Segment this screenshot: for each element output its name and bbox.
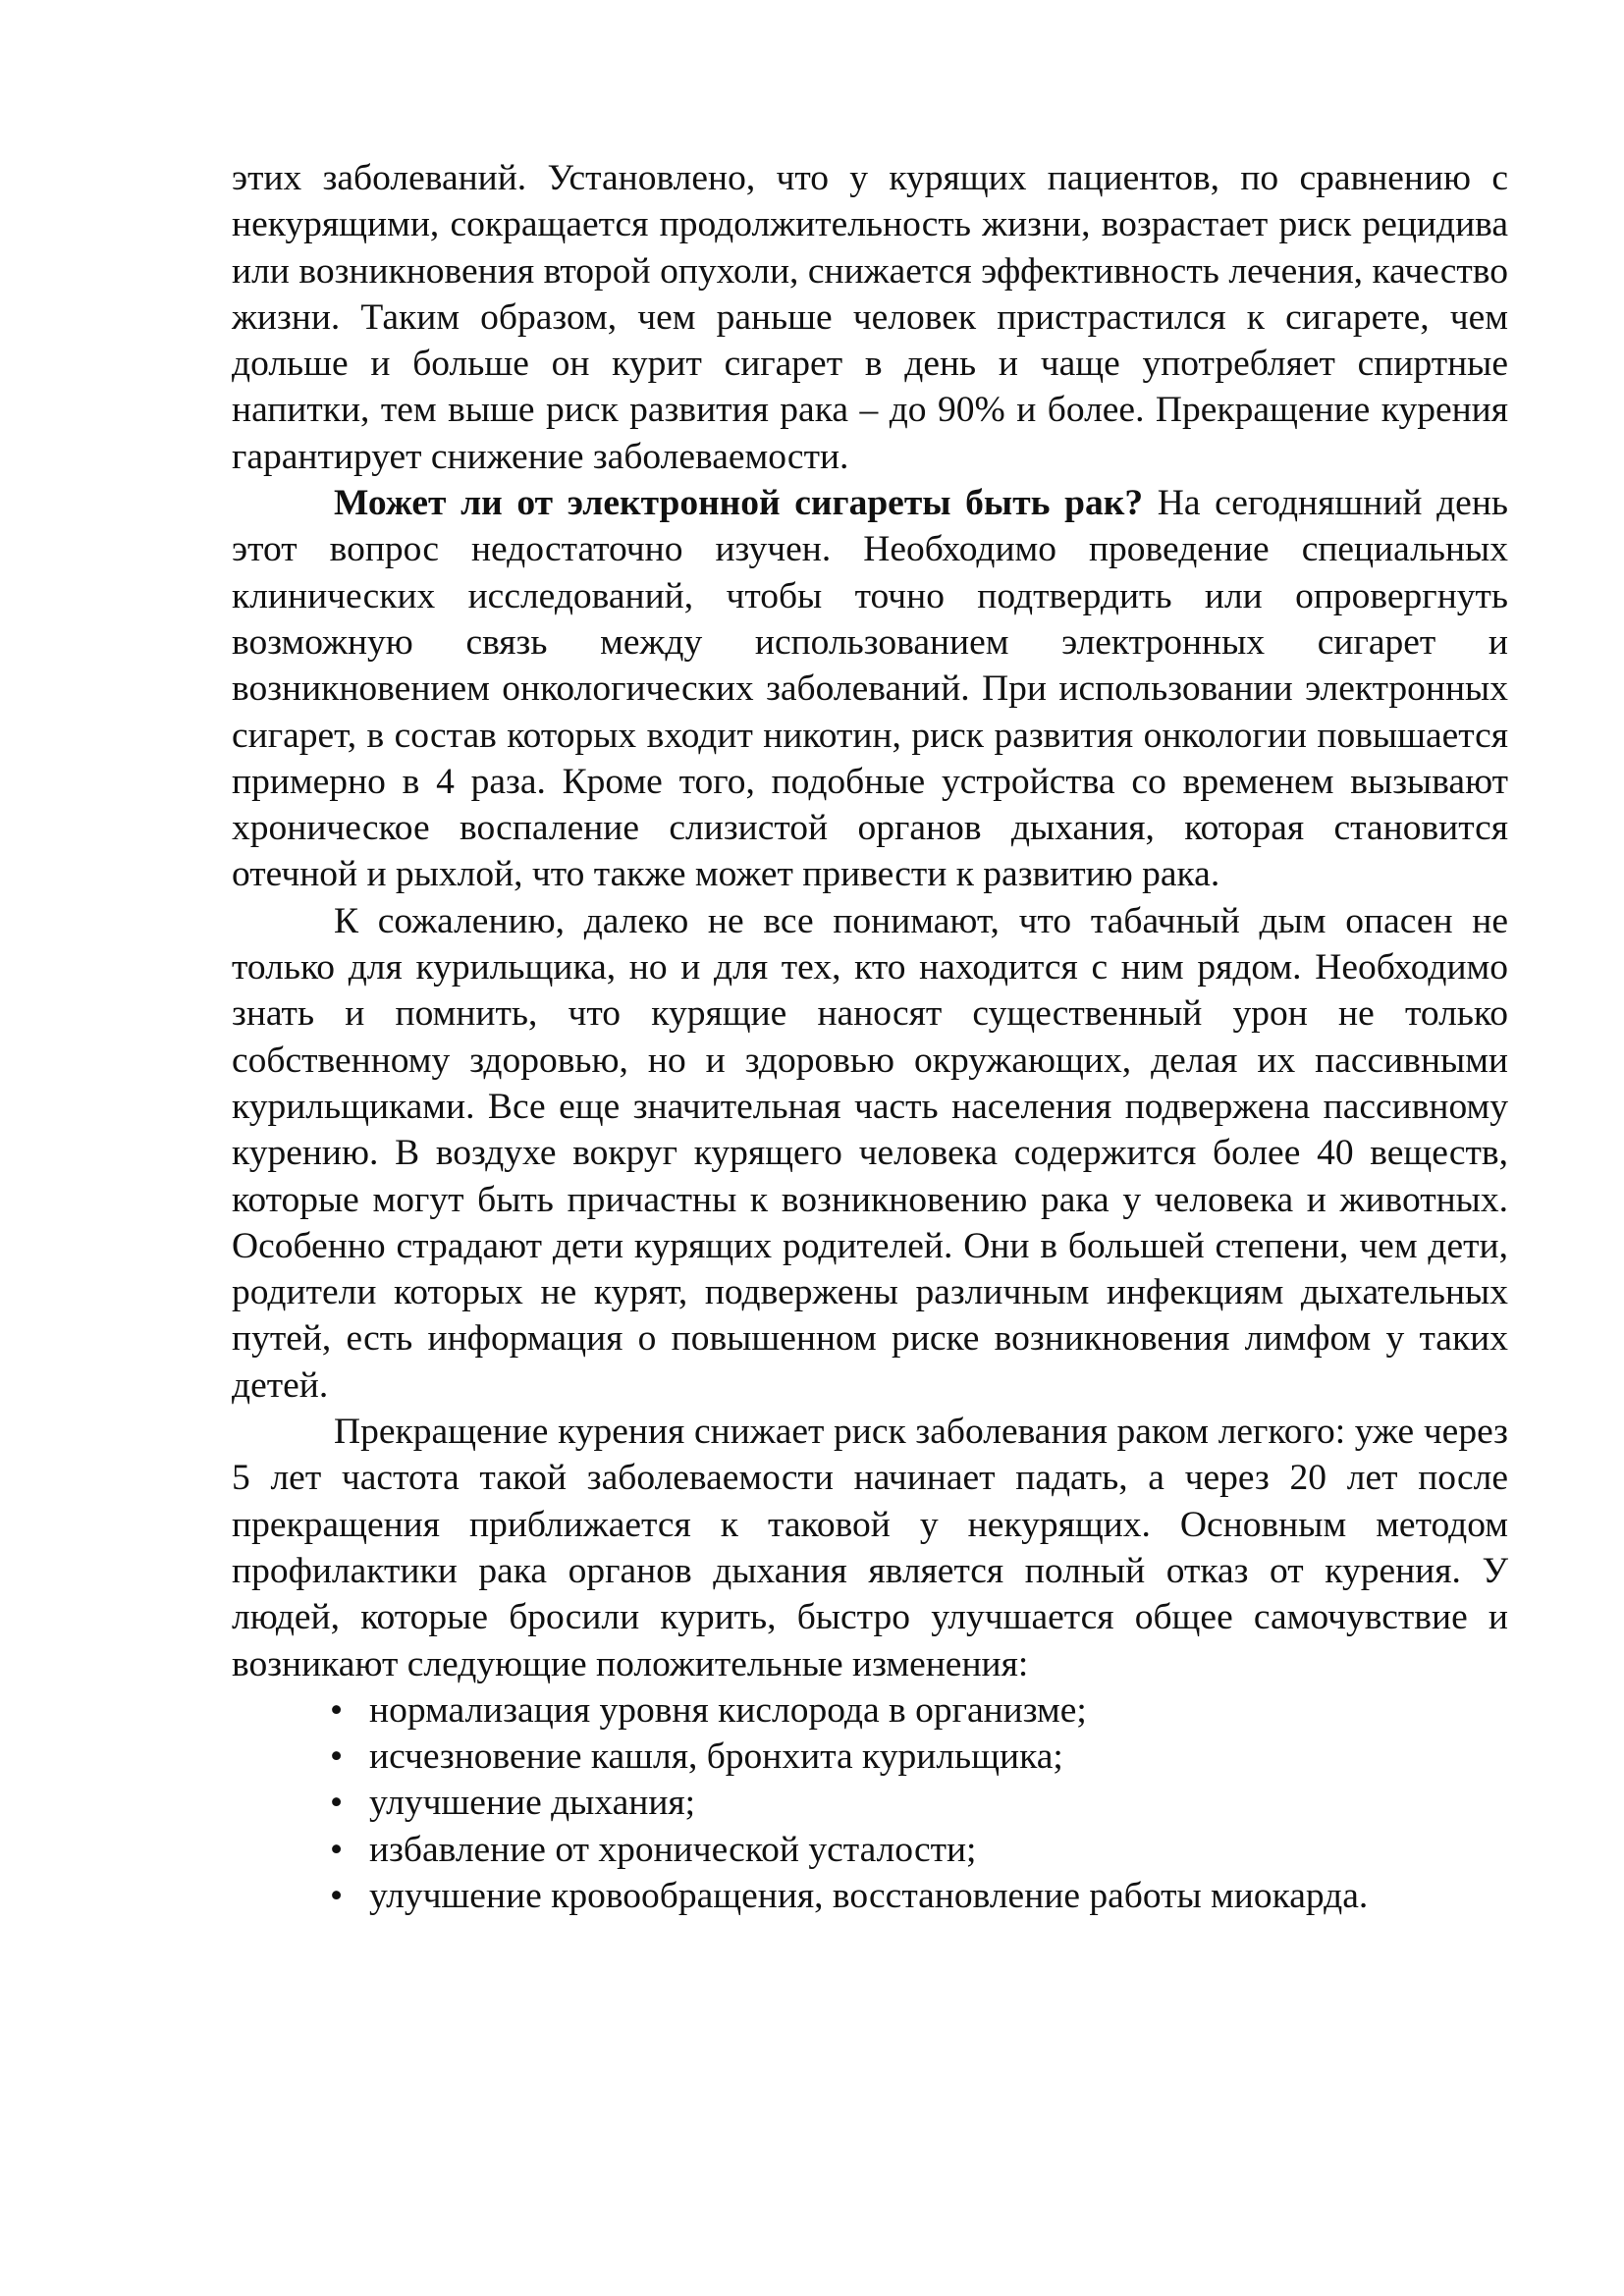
- list-item-text: улучшение кровообращения, восстановление работы миокарда.: [369, 1875, 1369, 1916]
- bullet-icon: •: [330, 1875, 344, 1916]
- paragraph-e-cigarette: [232, 480, 1508, 898]
- document-page: [232, 155, 1508, 1919]
- list-item: [232, 1873, 1508, 1919]
- list-item-text: нормализация уровня кислорода в организме;: [369, 1689, 1087, 1731]
- bullet-icon: •: [330, 1736, 344, 1778]
- list-item: [232, 1687, 1508, 1734]
- list-item-text: избавление от хронической усталости;: [369, 1829, 977, 1870]
- list-item: [232, 1780, 1508, 1826]
- bullet-icon: •: [330, 1783, 344, 1824]
- list-item: [232, 1734, 1508, 1780]
- bullet-icon: •: [330, 1689, 344, 1731]
- paragraph-bold-lead: Может ли от электронной сигареты быть рак?: [334, 483, 1144, 524]
- paragraph-passive-smoking: К сожалению, далеко не все понимают, что табачный дым опасен не только для курильщика, но и для тех, кто находится с ним рядом. Необходимо знать и помнить, что курящие наносят существенный урон не только собственному здоровью, но и здоровью окружающих, делая их пассивными курильщиками. Все еще значительная часть населения подвержена пассивному курению. В воздухе вокруг курящего человека содержится более 40 веществ, которые могут быть причастны к возникновению рака у человека и животных. Особенно страдают дети курящих родителей. Они в большей степени, чем дети, родители которых не курят, подвержены различным инфекциям дыхательных путей, есть информация о повышенном риске возникновения лимфом у таких детей.: [232, 900, 1508, 1406]
- list-item-text: исчезновение кашля, бронхита курильщика;: [369, 1736, 1063, 1778]
- list-item: [232, 1827, 1508, 1873]
- benefits-list: [232, 1687, 1508, 1919]
- list-item-text: улучшение дыхания;: [369, 1783, 696, 1824]
- bullet-icon: •: [330, 1829, 344, 1870]
- paragraph-quitting: Прекращение курения снижает риск заболевания раком легкого: уже через 5 лет частота такой заболеваемости начинает падать, а через 20 лет после прекращения приближается к таковой у некурящих. Основным методом профилактики рака органов дыхания является полный отказ от курения. У людей, которые бросили курить, быстро улучшается общее самочувствие и возникают следующие положительные изменения:: [232, 1412, 1508, 1684]
- paragraph-continuation: этих заболеваний. Установлено, что у курящих пациентов, по сравнению с некурящими, сокращается продолжительность жизни, возрастает риск рецидива или возникновения второй опухоли, снижается эффективность лечения, качество жизни. Таким образом, чем раньше человек пристрастился к сигарете, чем дольше и больше он курит сигарет в день и чаще употребляет спиртные напитки, тем выше риск развития рака – до 90% и более. Прекращение курения гарантирует снижение заболеваемости.: [232, 158, 1508, 477]
- paragraph-body: На сегодняшний день этот вопрос недостаточно изучен. Необходимо проведение специальных клинических исследований, чтобы точно подтвердить или опровергнуть возможную связь между использованием электронных сигарет и возникновением онкологических заболеваний. При использовании электронных сигарет, в состав которых входит никотин, риск развития онкологии повышается примерно в 4 раза. Кроме того, подобные устройства со временем вызывают хроническое воспаление слизистой органов дыхания, которая становится отечной и рыхлой, что также может привести к развитию рака.: [232, 483, 1509, 895]
